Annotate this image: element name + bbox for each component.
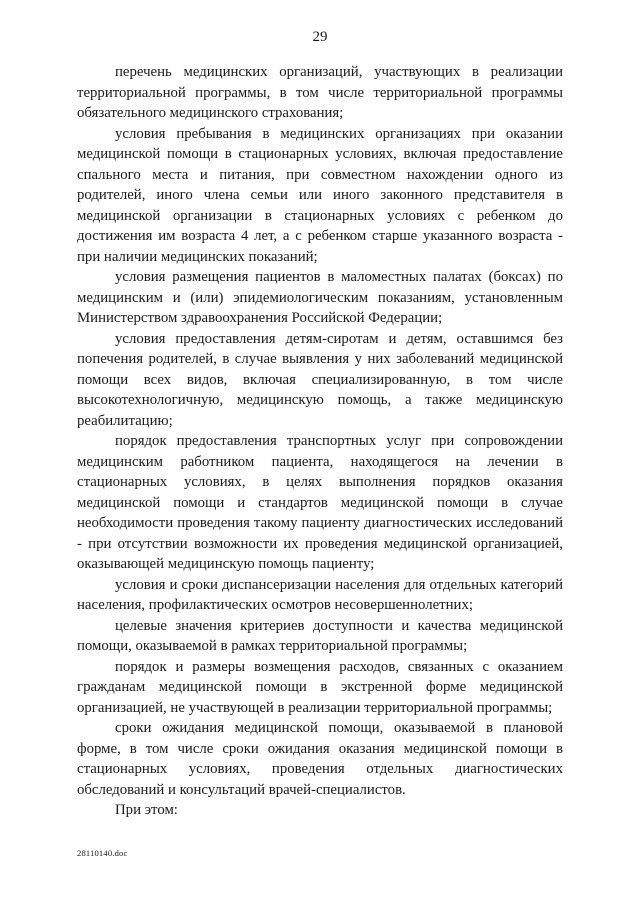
paragraph-list-of-organizations: перечень медицинских организаций, участвующих в реализации территориальной программы, в том числе территориальной программы обязательного медицинского страхования;: [77, 64, 563, 121]
page-number: 29: [312, 29, 328, 45]
paragraph-waiting-times: сроки ожидания медицинской помощи, оказываемой в плановой форме, в том числе сроки ожидания оказания медицинской помощи в стационарных условиях, проведения отдельных диагностических обследований и консультаций врачей-специалистов.: [77, 720, 563, 798]
paragraph-transport-services: порядок предоставления транспортных услуг при сопровождении медицинским работником пациента, находящегося на лечении в стационарных условиях, в целях выполнения порядков оказания медицинской помощи и стандартов медицинской помощи в случае необходимости проведения такому пациенту диагностических исследований - при отсутствии возможности их проведения медицинской организацией, оказывающей медицинскую помощь пациенту;: [77, 433, 563, 572]
paragraph-dispensarization: условия и сроки диспансеризации населения для отдельных категорий населения, профилактических осмотров несовершеннолетних;: [77, 576, 563, 613]
paragraph-target-criteria: целевые значения критериев доступности и качества медицинской помощи, оказываемой в рамках территориальной программы;: [77, 617, 563, 654]
document-body: [77, 62, 563, 821]
document-file-code: 28110140.doc: [77, 848, 128, 858]
paragraph-stay-conditions: условия пребывания в медицинских организациях при оказании медицинской помощи в стационарных условиях, включая предоставление спального места и питания, при совместном нахождении одного из родителей, иного члена семьи или иного законного представителя в медицинской организации в стационарных условиях с ребенком до достижения им возраста 4 лет, а с ребенком старше указанного возраста - при наличии медицинских показаний;: [77, 125, 563, 265]
paragraph-expense-reimbursement: порядок и размеры возмещения расходов, связанных с оказанием гражданам медицинской помощи в экстренной форме медицинской организацией, не участвующей в реализации территориальной программы;: [77, 658, 563, 716]
paragraph-orphans-care: условия предоставления детям-сиротам и детям, оставшимся без попечения родителей, в случае выявления у них заболеваний медицинской помощи всех видов, включая специализированную, в том числе высокотехнологичную, медицинскую помощь, а также медицинскую реабилитацию;: [77, 330, 563, 429]
paragraph-at-the-same-time: При этом:: [115, 802, 178, 818]
paragraph-small-wards: условия размещения пациентов в маломестных палатах (боксах) по медицинским и (или) эпидемиологическим показаниям, установленным Министерством здравоохранения Российской Федерации;: [77, 269, 563, 326]
